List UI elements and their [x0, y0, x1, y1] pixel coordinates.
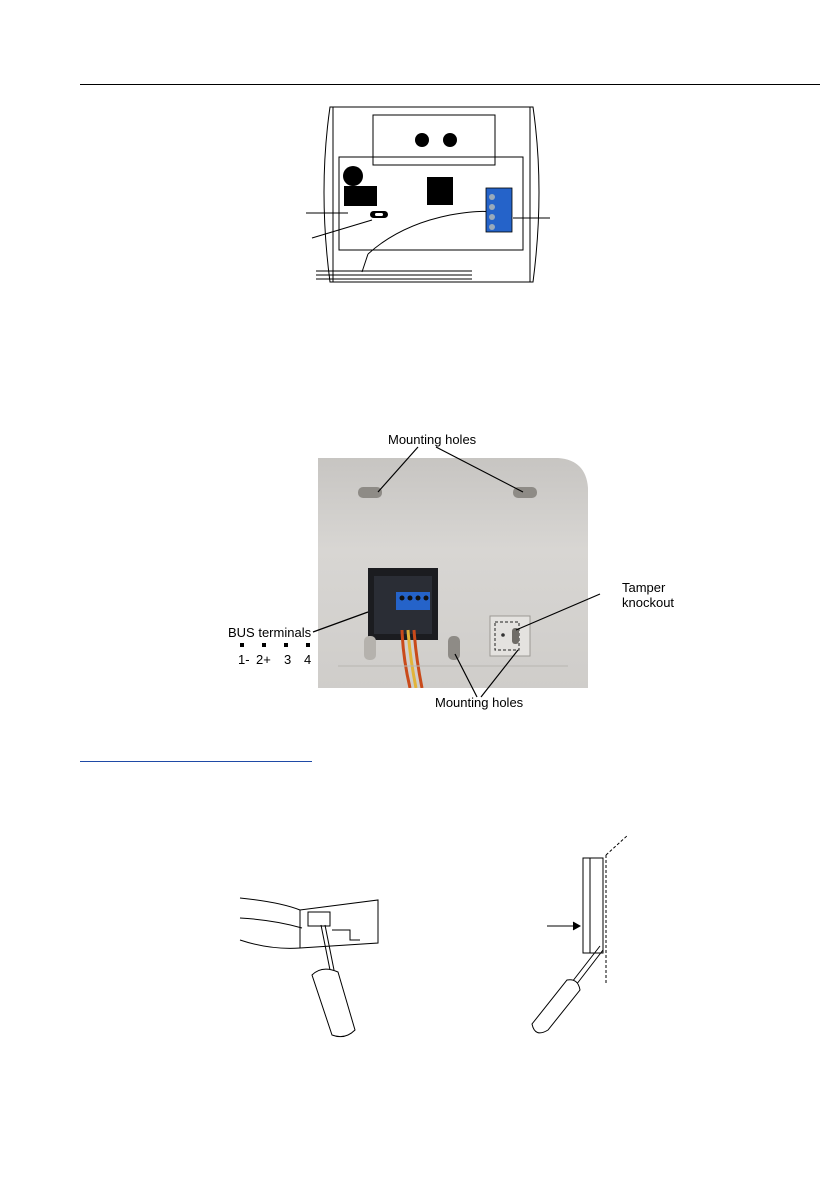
terminal-number: 2+	[256, 652, 271, 667]
mounting-holes-top-label: Mounting holes	[388, 432, 477, 447]
mounting-holes-bottom-label: Mounting holes	[435, 695, 524, 710]
terminal-number: 4	[304, 652, 312, 667]
bus-terminals-label: BUS terminals	[228, 625, 312, 640]
tamper-knockout-label: Tamper knockout	[622, 580, 675, 610]
terminal-number: 3	[284, 652, 292, 667]
terminal-number: 1-	[238, 652, 250, 667]
